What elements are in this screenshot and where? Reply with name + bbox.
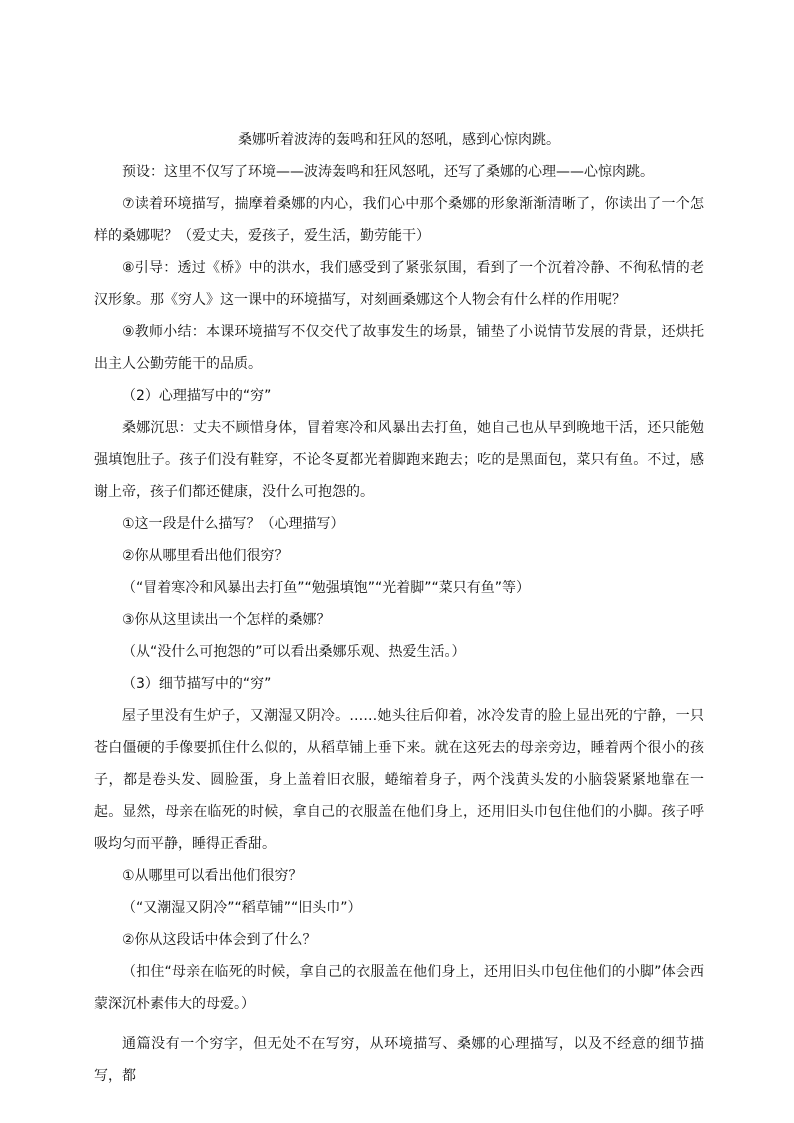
detail-passage: 屋子里没有生炉子，又潮湿又阴冷。……她头往后仰着，冰冷发青的脸上显出死的宁静，一只苍白僵硬的手像要抓住什么似的，从稻草铺上垂下来。就在这死去的母亲旁边，睡着两个很小的孩子，都是卷头发、圆脸蛋，身上盖着旧衣服，蜷缩着身子，两个浅黄头发的小脑袋紧紧地靠在一起。显然，母亲在临死的时候，拿自己的衣服盖在他们身上，还用旧头巾包住他们的小脚。孩子呼吸均匀而平静，睡得正香甜。: [94, 708, 704, 852]
summary-9: ⑨教师小结：本课环境描写不仅交代了故事发生的场景，铺垫了小说情节发展的背景，还烘托出主人公勤劳能干的品质。: [94, 324, 704, 372]
question-1: ①这一段是什么描写？（心理描写）: [122, 516, 345, 532]
document-body: [94, 124, 704, 1092]
section-heading-2: （2）心理描写中的“穷”: [122, 388, 272, 404]
guide-8: ⑧引导：透过《桥》中的洪水，我们感受到了紧张氛围，看到了一个沉着冷静、不徇私情的老汉形象。那《穷人》这一课中的环境描写，对刻画桑娜这个人物会有什么样的作用呢？: [94, 260, 704, 308]
answer-2: （“冒着寒冷和风暴出去打鱼”“勉强填饱”“光着脚”“菜只有鱼”等）: [122, 580, 531, 596]
detail-answer-2: （扣住“母亲在临死的时候，拿自己的衣服盖在他们身上，还用旧头巾包住他们的小脚”体会西蒙深沉朴素伟大的母爱。）: [94, 964, 704, 1012]
question-2: ②你从哪里看出他们很穷？: [122, 548, 289, 564]
detail-question-2: ②你从这段话中体会到了什么？: [122, 932, 317, 948]
detail-answer-1: （“又潮湿又阴冷”“稻草铺”“旧头巾”）: [122, 900, 362, 916]
section-heading-3: （3）细节描写中的“穷”: [122, 676, 272, 692]
answer-3: （从“没什么可抱怨的”可以看出桑娜乐观、热爱生活。）: [122, 644, 466, 660]
sangna-thought: 桑娜沉思：丈夫不顾惜身体，冒着寒冷和风暴出去打鱼，她自己也从早到晚地干活，还只能勉强填饱肚子。孩子们没有鞋穿，不论冬夏都光着脚跑来跑去；吃的是黑面包，菜只有鱼。不过，感谢上帝，孩子们都还健康，没什么可抱怨的。: [94, 420, 704, 500]
detail-question-1: ①从哪里可以看出他们很穷？: [122, 868, 303, 884]
quote-line: 桑娜听着波涛的轰鸣和狂风的怒吼，感到心惊肉跳。: [238, 132, 560, 148]
question-7: ⑦读着环境描写，揣摩着桑娜的内心，我们心中那个桑娜的形象渐渐清晰了，你读出了一个怎样的桑娜呢？（爱丈夫，爱孩子，爱生活，勤劳能干）: [94, 196, 704, 244]
preset-paragraph: 预设：这里不仅写了环境——波涛轰鸣和狂风怒吼，还写了桑娜的心理——心惊肉跳。: [122, 164, 654, 180]
closing-paragraph: 通篇没有一个穷字，但无处不在写穷，从环境描写、桑娜的心理描写，以及不经意的细节描写，都: [94, 1036, 704, 1084]
question-3: ③你从这里读出一个怎样的桑娜？: [122, 612, 331, 628]
